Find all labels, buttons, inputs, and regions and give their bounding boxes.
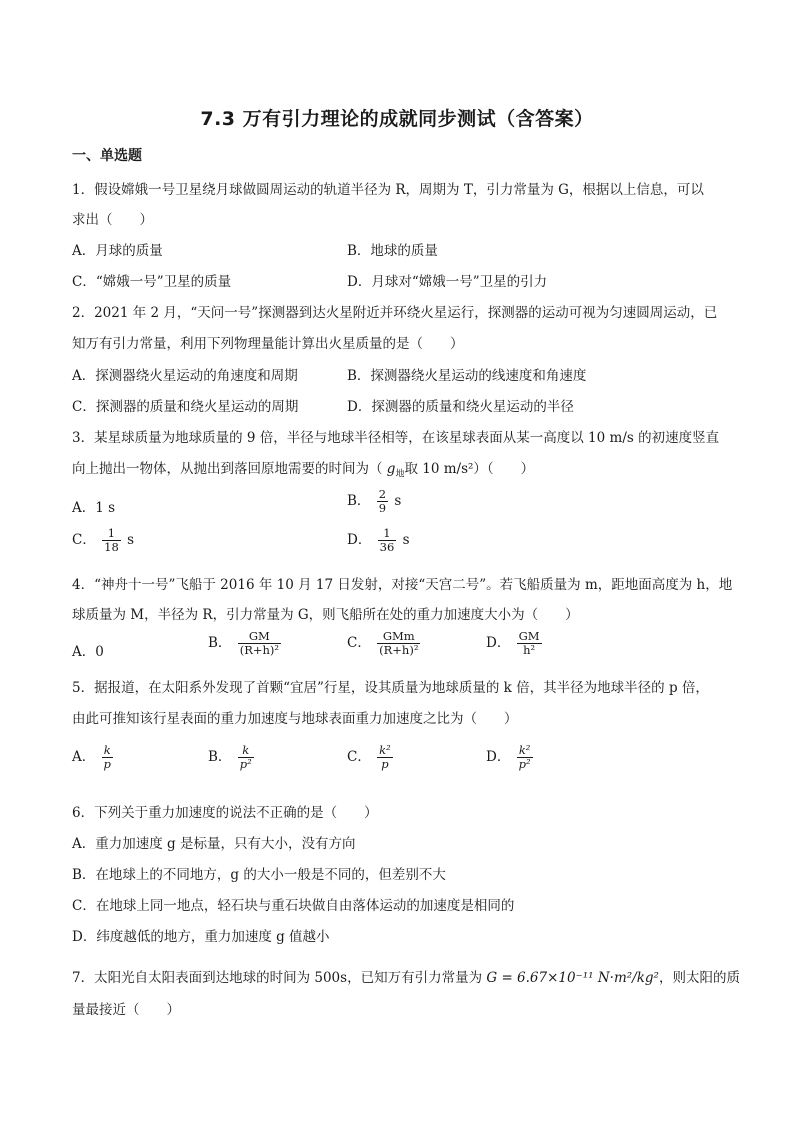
fraction-denominator — [517, 757, 533, 771]
fraction-denominator — [238, 757, 254, 771]
fraction-denominator — [377, 757, 393, 771]
q3-option-c — [72, 527, 134, 554]
fraction-numerator: 2 — [378, 487, 387, 501]
fraction-denominator: (R+h)² — [239, 643, 280, 658]
q3-option-b-fraction — [377, 488, 388, 515]
numerator-variable: k² — [379, 743, 391, 757]
q3-option-d-unit: s — [402, 532, 410, 549]
fraction-numerator — [238, 744, 254, 757]
fraction-denominator: (R+h)² — [379, 643, 419, 658]
q6-option-d: D．纬度越低的地方，重力加速度 g 值越小 — [72, 929, 330, 945]
q2-stem-line1: 2．2021 年 2 月，“天问一号”探测器到达火星附近并环绕火星运行，探测器的运动可视为匀速圆周运动，已 — [72, 305, 718, 321]
q6-option-a: A．重力加速度 g 是标量，只有大小，没有方向 — [72, 836, 356, 852]
q3-option-c-fraction — [102, 527, 121, 554]
q2-option-d: D．探测器的质量和绕火星运动的半径 — [347, 399, 574, 415]
gravity-subscript: 地 — [395, 469, 405, 480]
q1-option-b: B．地球的质量 — [347, 243, 438, 259]
fraction-denominator: h² — [517, 643, 542, 657]
q6-stem-line1: 6．下列关于重力加速度的说法不正确的是（ ） — [72, 805, 378, 821]
q1-option-c: C．“嫦娥一号”卫星的质量 — [72, 274, 232, 290]
fraction-numerator — [102, 744, 113, 757]
fraction-denominator: 36 — [379, 540, 395, 555]
q5-option-d-fraction — [517, 744, 533, 771]
q3-option-d-label: D． — [347, 532, 372, 549]
q3-option-b-unit: s — [394, 493, 402, 510]
q6-option-b: B．在地球上的不同地方，g 的大小一般是不同的，但差别不大 — [72, 867, 446, 883]
page-title: 7.3 万有引力理论的成就同步测试（含答案） — [200, 108, 594, 130]
q4-stem-line1: 4．“神舟十一号”飞船于 2016 年 10 月 17 日发射，对接“天宫二号”。若飞船质量为 m，距地面高度为 h，地 — [72, 577, 733, 593]
q3-stem-line2 — [72, 457, 534, 480]
q5-option-b-fraction — [238, 744, 254, 771]
q4-option-c — [347, 630, 422, 657]
q4-option-c-fraction — [377, 630, 420, 657]
q5-option-b-label: B． — [208, 749, 232, 766]
q5-option-d — [486, 744, 535, 771]
q2-stem-line2: 知万有引力常量，利用下列物理量能计算出火星质量的是（ ） — [72, 336, 464, 352]
q7-stem-text-tail: ，则太阳的质 — [658, 970, 740, 986]
q4-option-a: A．0 — [72, 644, 104, 660]
q3-stem-line1: 3．某星球质量为地球质量的 9 倍，半径与地球半径相等，在该星球表面从某一高度以 10 m/s 的初速度竖直 — [72, 430, 720, 446]
q3-option-c-unit: s — [127, 532, 135, 549]
q5-option-c-label: C． — [347, 749, 371, 766]
fraction-denominator: 18 — [104, 540, 119, 555]
fraction-numerator — [377, 744, 393, 757]
q3-option-c-label: C． — [72, 532, 96, 549]
fraction-numerator: 1 — [107, 526, 116, 540]
q7-stem-line1 — [72, 966, 740, 986]
q7-stem-line2: 量最接近（ ） — [72, 1002, 180, 1018]
q7-stem-text: 7．太阳光自太阳表面到达地球的时间为 500s，已知万有引力常量为 — [72, 970, 483, 986]
q1-option-d: D．月球对“嫦娥一号”卫星的引力 — [347, 274, 548, 290]
q4-stem-line2: 球质量为 M，半径为 R，引力常量为 G，则飞船所在处的重力加速度大小为（ ） — [72, 607, 579, 623]
q5-stem-line2: 由此可推知该行星表面的重力加速度与地球表面重力加速度之比为（ ） — [72, 711, 518, 727]
fraction-numerator: GMm — [382, 629, 415, 643]
q4-option-d-label: D． — [486, 635, 511, 652]
fraction-numerator — [517, 744, 533, 757]
q4-option-d-fraction — [517, 630, 542, 657]
q4-option-d — [486, 630, 544, 657]
q4-option-b-fraction — [238, 630, 281, 657]
q5-option-c-fraction — [377, 744, 393, 771]
q2-option-a: A．探测器绕火星运动的角速度和周期 — [72, 368, 298, 384]
q4-option-c-label: C． — [347, 635, 371, 652]
gravitational-constant-formula: G = 6.67×10⁻¹¹ N·m²/kg² — [486, 970, 659, 986]
fraction-numerator: GM — [248, 629, 270, 643]
q3-option-d — [347, 527, 410, 554]
q3-option-b — [347, 488, 401, 515]
q3-option-d-fraction — [378, 527, 397, 554]
q1-stem-line1: 1．假设嫦娥一号卫星绕月球做圆周运动的轨道半径为 R，周期为 T，引力常量为 G，根据以上信息，可以 — [72, 182, 704, 198]
fraction-numerator: GM — [518, 629, 540, 643]
numerator-variable: k² — [518, 743, 531, 757]
q3-option-b-label: B． — [347, 493, 371, 510]
q2-option-b: B．探测器绕火星运动的线速度和角速度 — [347, 368, 587, 384]
denominator-variable: p² — [239, 757, 252, 772]
q5-option-b — [208, 744, 256, 771]
q5-option-a-fraction — [102, 744, 113, 771]
q3-option-a: A．1 s — [72, 500, 116, 516]
gravity-symbol: g — [386, 461, 396, 477]
q1-stem-line2: 求出（ ） — [72, 212, 153, 228]
numerator-variable: k — [242, 743, 250, 757]
q1-option-a: A．月球的质量 — [72, 243, 163, 259]
q5-option-a — [72, 744, 115, 771]
fraction-numerator: 1 — [383, 526, 391, 540]
q3-stem-text: 向上抛出一物体，从抛出到落回原地需要的时间为（ — [72, 461, 383, 477]
denominator-variable: p² — [518, 757, 531, 772]
q5-option-d-label: D． — [486, 749, 511, 766]
q5-stem-line1: 5．据报道，在太阳系外发现了首颗“宜居”行星，设其质量为地球质量的 k 倍，其半径为地球半径的 p 倍， — [72, 680, 709, 696]
numerator-variable: k — [103, 743, 111, 757]
section-heading: 一、单选题 — [72, 148, 142, 164]
fraction-denominator — [102, 757, 113, 771]
q5-option-a-label: A． — [72, 749, 96, 766]
q2-option-c: C．探测器的质量和绕火星运动的周期 — [72, 399, 299, 415]
q6-option-c: C．在地球上同一地点，轻石块与重石块做自由落体运动的加速度是相同的 — [72, 898, 515, 914]
q4-option-b — [208, 630, 283, 657]
fraction-denominator: 9 — [378, 501, 387, 516]
denominator-variable: p — [381, 757, 389, 772]
denominator-variable: p — [103, 757, 111, 772]
q3-stem-text-tail: 取 10 m/s²）（ ） — [404, 461, 535, 477]
q4-option-b-label: B． — [208, 635, 232, 652]
q5-option-c — [347, 744, 395, 771]
